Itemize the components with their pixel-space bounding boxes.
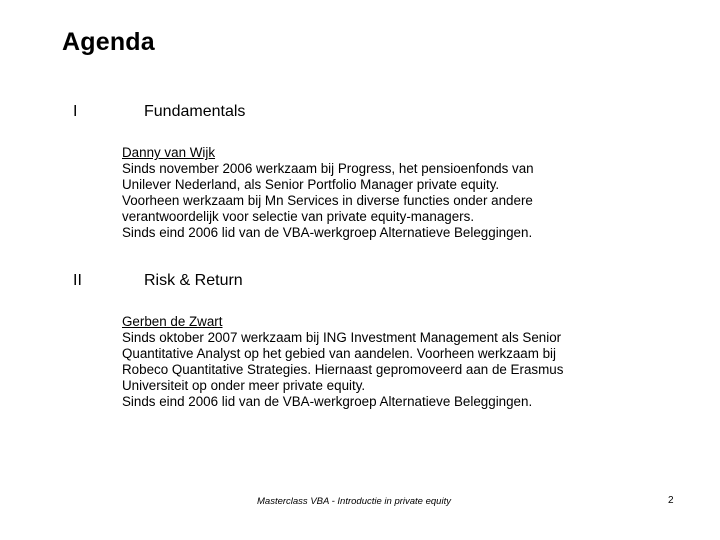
section-number-1: I [73, 103, 78, 120]
bio-line: Quantitative Analyst op het gebied van aandelen. Voorheen werkzaam bij [122, 346, 556, 361]
bio-line: Sinds eind 2006 lid van de VBA-werkgroep Alternatieve Beleggingen. [122, 225, 533, 240]
section-heading-2: Risk & Return [144, 272, 243, 289]
speaker-bio-2 [122, 314, 682, 410]
bio-line: Universiteit op onder meer private equity. [122, 378, 366, 393]
speaker-name-1: Danny van Wijk [122, 145, 216, 160]
bio-line: verantwoordelijk voor selectie van private equity-managers. [122, 209, 475, 224]
bio-line: Sinds oktober 2007 werkzaam bij ING Investment Management als Senior [122, 330, 562, 345]
section-heading-1: Fundamentals [144, 103, 246, 120]
bio-line: Robeco Quantitative Strategies. Hiernaast gepromoveerd aan de Erasmus [122, 362, 564, 377]
bio-line: Sinds november 2006 werkzaam bij Progress, het pensioenfonds van [122, 161, 534, 176]
slide-title: Agenda [62, 28, 155, 56]
bio-line: Unilever Nederland, als Senior Portfolio Manager private equity. [122, 177, 500, 192]
bio-line: Sinds eind 2006 lid van de VBA-werkgroep Alternatieve Beleggingen. [122, 394, 533, 409]
section-number-2: II [73, 272, 82, 289]
bio-line: Voorheen werkzaam bij Mn Services in diverse functies onder andere [122, 193, 533, 208]
speaker-name-2: Gerben de Zwart [122, 314, 223, 329]
slide-footer: Masterclass VBA - Introductie in private equity [257, 496, 451, 507]
page-number: 2 [668, 495, 674, 506]
speaker-bio-1 [122, 145, 682, 241]
